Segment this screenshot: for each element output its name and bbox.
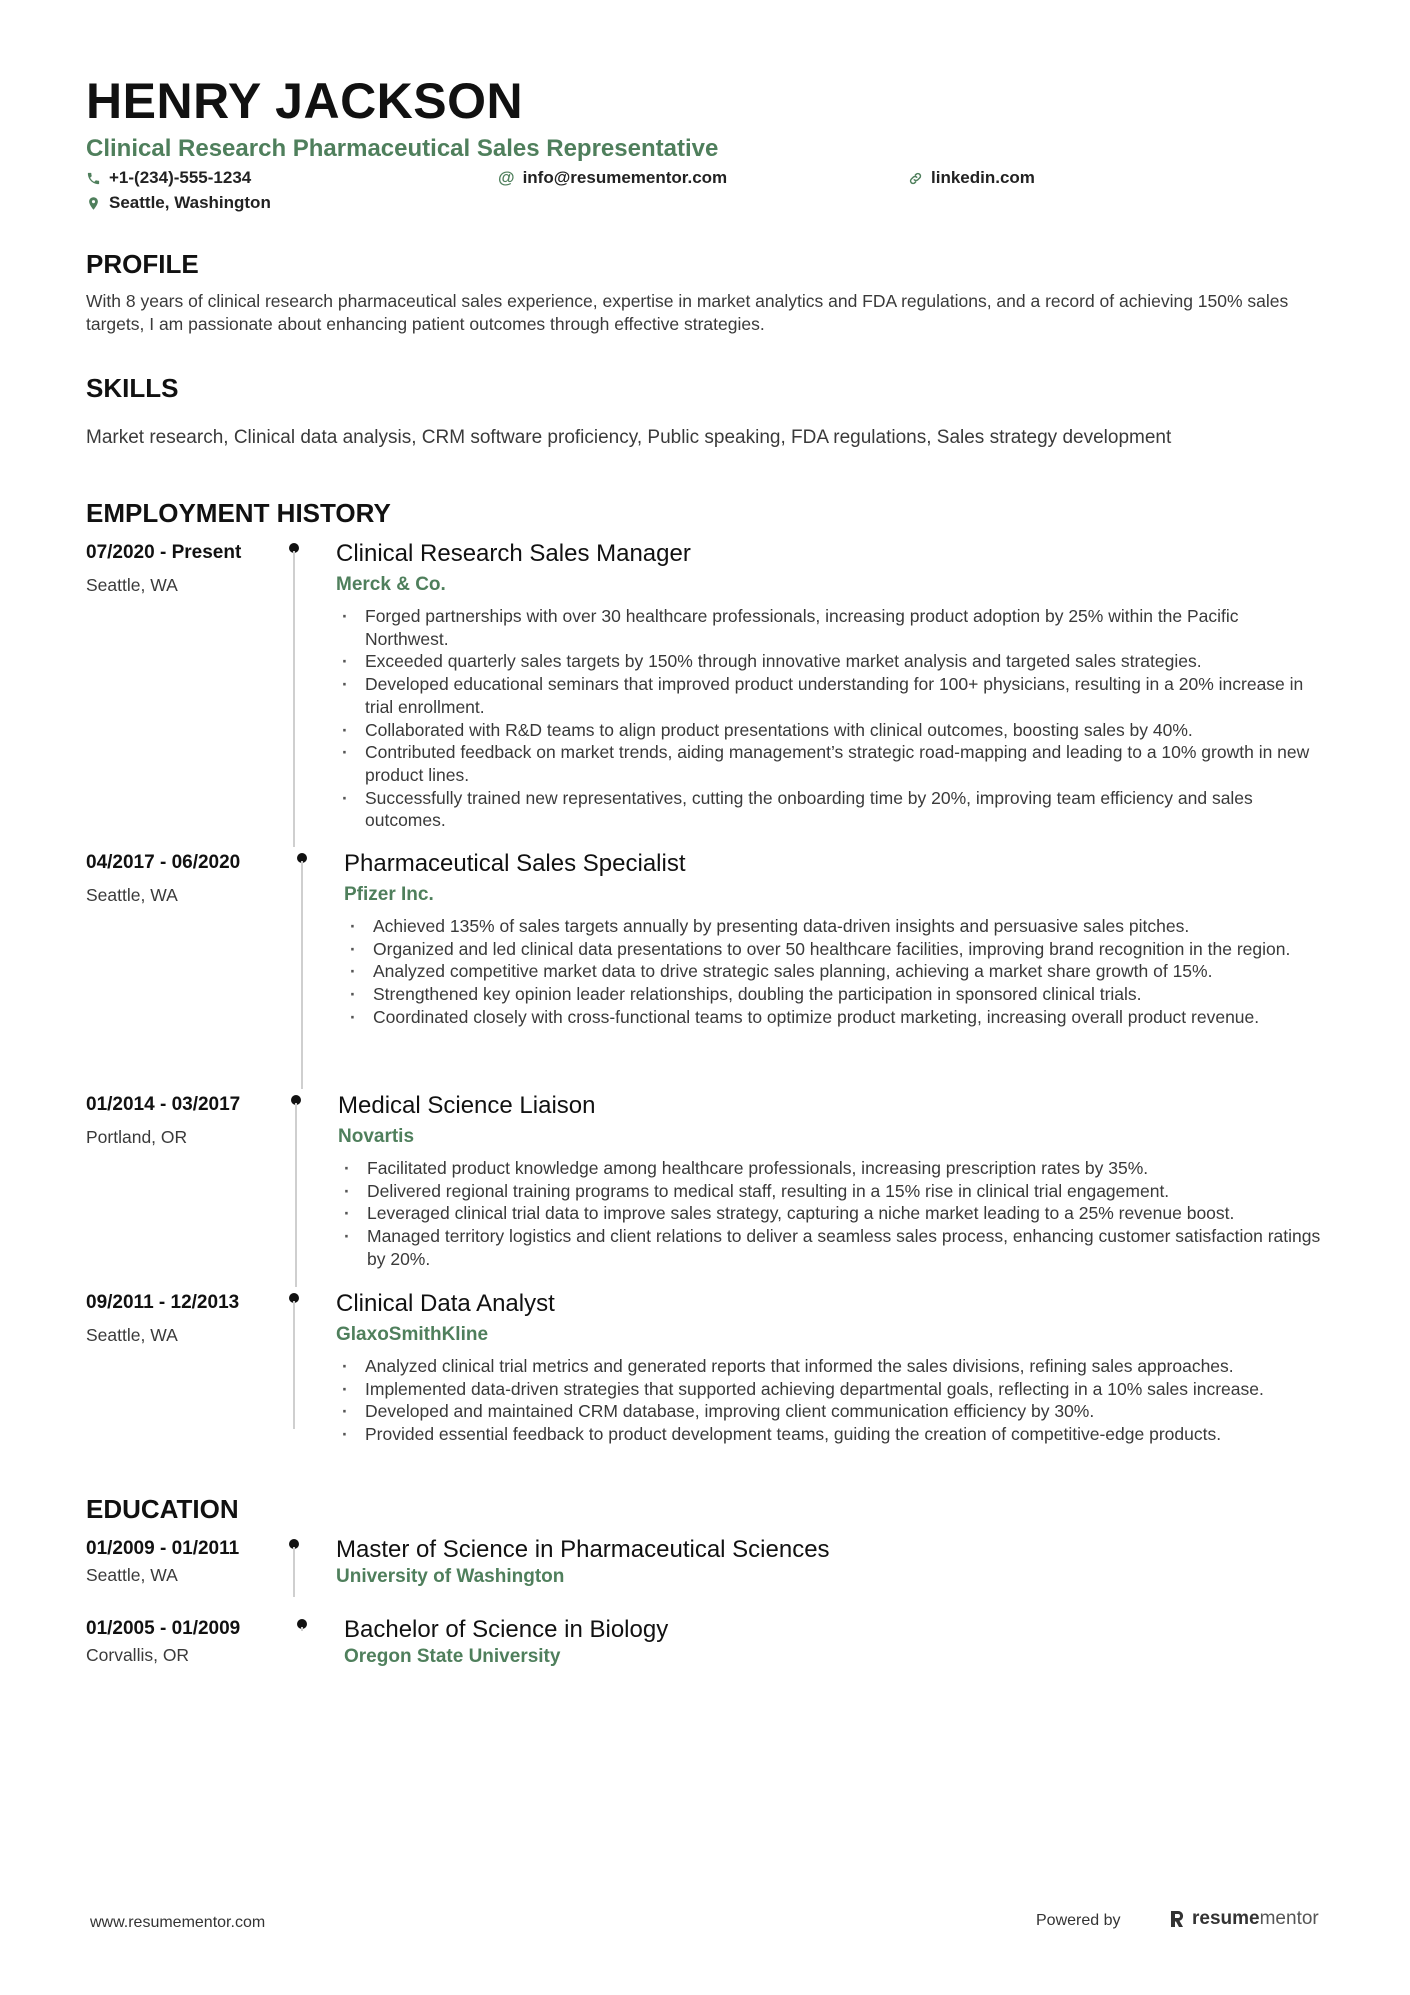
profile-section (86, 248, 1326, 336)
employment-heading: EMPLOYMENT HISTORY (86, 498, 391, 528)
education-entry (86, 1615, 1326, 1675)
job-company: Pfizer Inc. (344, 884, 434, 905)
job-bullet: · Organized and led clinical data presentations to over 50 healthcare facilities, improving brand recognition in the region. (344, 938, 1326, 961)
job-dates: 07/2020 - Present (86, 542, 242, 563)
resumementor-logo-icon (1168, 1909, 1186, 1929)
linkedin-text: linkedin.com (931, 168, 1035, 187)
timeline-line (293, 551, 295, 847)
job-company: Merck & Co. (336, 574, 446, 595)
contact-location (86, 193, 271, 213)
job-location: Seattle, WA (86, 575, 178, 595)
candidate-title: Clinical Research Pharmaceutical Sales Representative (86, 135, 719, 162)
job-bullet: · Developed educational seminars that improved product understanding for 100+ physicians, resulting in a 20% increase in trial enrollment. (336, 673, 1326, 718)
skills-text: Market research, Clinical data analysis, CRM software proficiency, Public speaking, FDA regulations, Sales strategy development (86, 427, 1172, 448)
employment-section (86, 497, 1326, 1469)
location-text: Seattle, Washington (109, 193, 271, 212)
job-bullets (336, 1355, 1326, 1446)
profile-heading: PROFILE (86, 249, 199, 279)
education-dates: 01/2005 - 01/2009 (86, 1618, 241, 1639)
job-dates: 01/2014 - 03/2017 (86, 1094, 241, 1115)
skills-heading: SKILLS (86, 373, 179, 403)
education-school: University of Washington (336, 1566, 565, 1587)
education-degree: Master of Science in Pharmaceutical Sciences (336, 1536, 830, 1563)
job-bullet: · Contributed feedback on market trends, aiding management’s strategic road-mapping and leading to a 10% growth in new product lines. (336, 741, 1326, 786)
job-bullet: · Facilitated product knowledge among healthcare professionals, increasing prescription rates by 35%. (338, 1157, 1326, 1180)
job-entry (86, 849, 1326, 1091)
brand-light: mentor (1259, 1908, 1319, 1929)
job-location: Portland, OR (86, 1127, 188, 1147)
timeline-line (295, 1103, 297, 1287)
job-bullet: · Managed territory logistics and client relations to deliver a seamless sales process, enhancing customer satisfaction ratings by 20%. (338, 1225, 1326, 1270)
education-degree: Bachelor of Science in Biology (344, 1616, 669, 1643)
contact-phone (86, 168, 251, 188)
job-bullet: · Achieved 135% of sales targets annually by presenting data-driven insights and persuasive sales pitches. (344, 915, 1326, 938)
education-location: Seattle, WA (86, 1565, 178, 1585)
job-role: Clinical Research Sales Manager (336, 540, 691, 567)
job-bullet: · Exceeded quarterly sales targets by 150% through innovative market analysis and targeted sales strategies. (336, 650, 1326, 673)
resume-page (86, 72, 1326, 1675)
job-bullet: · Strengthened key opinion leader relationships, doubling the participation in sponsored clinical trials. (344, 983, 1326, 1006)
phone-icon (86, 171, 101, 186)
link-icon (908, 171, 923, 186)
contact-info (86, 168, 1326, 220)
job-bullet: · Collaborated with R&D teams to align product presentations with clinical outcomes, boosting sales by 40%. (336, 719, 1326, 742)
job-bullet: · Developed and maintained CRM database, improving client communication efficiency by 30%. (336, 1400, 1326, 1423)
job-bullet: · Leveraged clinical trial data to improve sales strategy, capturing a niche market leading to a 25% revenue boost. (338, 1202, 1326, 1225)
education-location: Corvallis, OR (86, 1645, 190, 1665)
job-entry (86, 539, 1326, 849)
resumementor-logo[interactable] (1168, 1908, 1319, 1930)
timeline-line (301, 861, 303, 1089)
powered-by-text: Powered by (1036, 1912, 1121, 1929)
job-dates: 09/2011 - 12/2013 (86, 1292, 240, 1313)
job-dates: 04/2017 - 06/2020 (86, 852, 241, 873)
education-heading: EDUCATION (86, 1494, 239, 1524)
job-bullet: · Provided essential feedback to product development teams, guiding the creation of competitive-edge products. (336, 1423, 1326, 1446)
job-company: GlaxoSmithKline (336, 1324, 489, 1345)
contact-linkedin[interactable] (908, 168, 1035, 188)
footer-website[interactable]: www.resumementor.com (90, 1914, 266, 1931)
brand-bold: resume (1192, 1908, 1260, 1929)
timeline-line (301, 1627, 303, 1631)
job-role: Clinical Data Analyst (336, 1290, 555, 1317)
at-icon: @ (498, 168, 515, 187)
education-entry (86, 1535, 1326, 1615)
job-entry (86, 1289, 1326, 1469)
job-bullet: · Successfully trained new representatives, cutting the onboarding time by 20%, improving team efficiency and sales outcomes. (336, 787, 1326, 832)
timeline-line (293, 1547, 295, 1597)
timeline-line (293, 1301, 295, 1429)
contact-email[interactable] (498, 168, 727, 188)
job-bullet: · Analyzed clinical trial metrics and generated reports that informed the sales divisions, refining sales approaches. (336, 1355, 1326, 1378)
job-location: Seattle, WA (86, 1325, 178, 1345)
job-company: Novartis (338, 1126, 415, 1147)
job-role: Pharmaceutical Sales Specialist (344, 850, 686, 877)
profile-text: With 8 years of clinical research pharmaceutical sales experience, expertise in market analytics and FDA regulations, and a record of achieving 150% sales targets, I am passionate about enhancing patient outcomes through effective strategies. (86, 291, 1289, 334)
education-school: Oregon State University (344, 1646, 561, 1667)
job-bullets (338, 1157, 1326, 1271)
job-bullet: · Delivered regional training programs to medical staff, resulting in a 15% rise in clinical trial engagement. (338, 1180, 1326, 1203)
job-bullet: · Coordinated closely with cross-functional teams to optimize product marketing, increasing overall product revenue. (344, 1006, 1326, 1029)
skills-section (86, 372, 1326, 449)
email-text: info@resumementor.com (522, 168, 728, 187)
education-section (86, 1493, 1326, 1675)
job-bullets (336, 605, 1326, 832)
location-pin-icon (86, 196, 101, 211)
job-bullet: · Implemented data-driven strategies that supported achieving departmental goals, reflecting in a 10% sales increase. (336, 1378, 1326, 1401)
education-dates: 01/2009 - 01/2011 (86, 1538, 240, 1559)
job-bullet: · Forged partnerships with over 30 healthcare professionals, increasing product adoption by 25% within the Pacific Northwest. (336, 605, 1326, 650)
phone-text: +1-(234)-555-1234 (109, 168, 252, 187)
candidate-name: HENRY JACKSON (86, 73, 524, 129)
job-role: Medical Science Liaison (338, 1092, 596, 1119)
job-location: Seattle, WA (86, 885, 178, 905)
job-bullets (344, 915, 1326, 1029)
job-bullet: · Analyzed competitive market data to drive strategic sales planning, achieving a market share growth of 15%. (344, 960, 1326, 983)
job-entry (86, 1091, 1326, 1289)
